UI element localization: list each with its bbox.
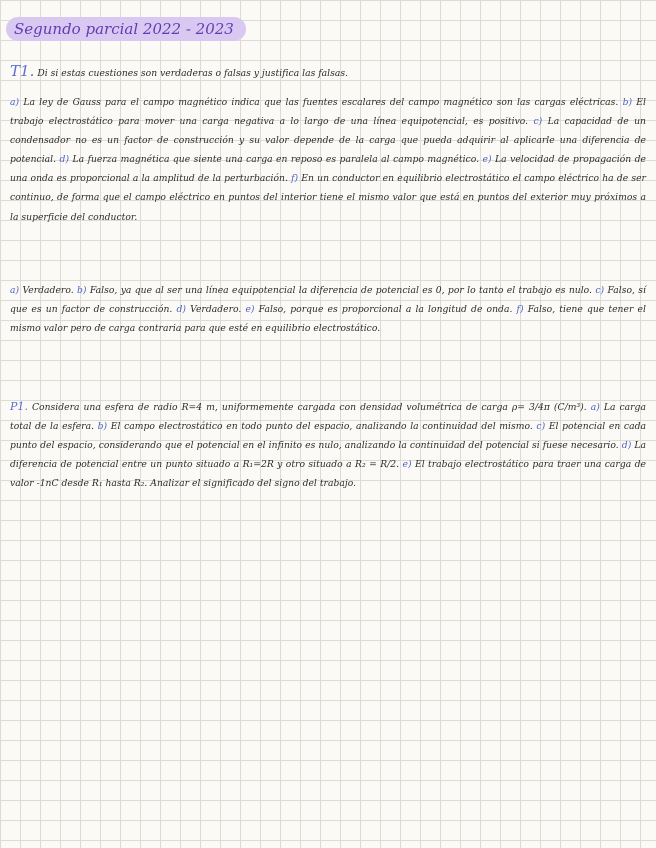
answer-d-label: d) <box>176 304 186 316</box>
statement-a-text: La ley de Gauss para el campo magnético indica que las fuentes escalares del campo magnético son las cargas eléctricas. <box>23 97 619 108</box>
answer-e-label: e) <box>245 304 255 316</box>
statement-c-label: c) <box>533 116 543 128</box>
answer-c-label: c) <box>595 285 605 296</box>
problem-b-text: El campo electrostático en todo punto del espacio, analizando la continuidad del mismo. <box>110 421 533 433</box>
page-title: Segundo parcial 2022 - 2023 <box>6 17 246 41</box>
problem-d-label: d) <box>621 440 632 452</box>
question-1-statements <box>10 93 646 227</box>
statement-e-label: e) <box>482 154 492 166</box>
answer-e-text: Falso, porque es proporcional a la longitud de onda. <box>258 304 513 316</box>
problem-e-text: El trabajo electrostático para traer una carga de valor -1nC desde R₁ hasta R₂. Analizar el significado del signo del trabajo. <box>10 459 646 490</box>
statement-d-text: La fuerza magnética que siente una carga en reposo es paralela al campo magnético. <box>72 154 480 166</box>
question-1-number: T1. <box>10 62 35 80</box>
problem-b-label: b) <box>97 421 108 433</box>
answer-d-text: Verdadero. <box>190 304 242 316</box>
answer-b-label: b) <box>77 285 87 296</box>
problem-d-text: La diferencia de potencial entre un punto situado a R₁=2R y otro situado a R₂ = R/2. <box>10 440 646 471</box>
problem-c-text: El potencial en cada punto del espacio, considerando que el potencial en el infinito es nulo, analizando la continuidad del potencial si fuese necesario. <box>10 421 646 452</box>
problem-1-number: P1. <box>10 400 28 413</box>
statement-d-label: d) <box>59 154 70 166</box>
statement-e-text: La velocidad de propagación de una onda es proporcional a la amplitud de la perturbación. <box>10 154 646 185</box>
answer-f-text: Falso, tiene que tener el mismo valor pero de carga contraria para que esté en equilibrio electrostático. <box>10 304 646 335</box>
problem-1-intro: Considera una esfera de radio R=4 m, uniformemente cargada con densidad volumétrica de carga ρ= 3/4π (C/m³). <box>31 402 587 413</box>
problem-a-text: La carga total de la esfera. <box>10 402 646 433</box>
answer-b-text: Falso, ya que al ser una línea equipotencial la diferencia de potencial es 0, por lo tanto el trabajo es nulo. <box>89 285 592 296</box>
problem-1 <box>10 397 646 493</box>
statement-b-label: b) <box>622 97 633 108</box>
statement-b-text: El trabajo electrostático para mover una carga negativa a lo largo de una línea equipotencial, es positivo. <box>10 97 646 128</box>
answer-a-label: a) <box>10 285 20 296</box>
problem-a-label: a) <box>590 402 600 413</box>
answer-a-text: Verdadero. <box>22 285 74 296</box>
problem-c-label: c) <box>536 421 546 433</box>
statement-f-text: En un conductor en equilibrio electrostático el campo eléctrico ha de ser continuo, de forma que el campo eléctrico en puntos del interior tiene el mismo valor que está en puntos del exterior muy próximos a la superficie del conductor. <box>10 173 646 223</box>
statement-a-label: a) <box>10 97 20 108</box>
answer-c-text: Falso, sí que es un factor de construcción. <box>10 285 646 316</box>
problem-e-label: e) <box>402 459 412 471</box>
question-1-prompt: Di si estas cuestiones son verdaderas o falsas y justifica las falsas. <box>37 68 349 79</box>
question-1-heading <box>10 62 646 83</box>
statement-f-label: f) <box>291 173 299 185</box>
answer-f-label: f) <box>516 304 524 316</box>
statement-c-text: La capacidad de un condensador no es un factor de construcción y su valor depende de la carga que pueda adquirir al aplicarle una diferencia de potencial. <box>10 116 646 166</box>
question-1-answers <box>10 281 646 338</box>
